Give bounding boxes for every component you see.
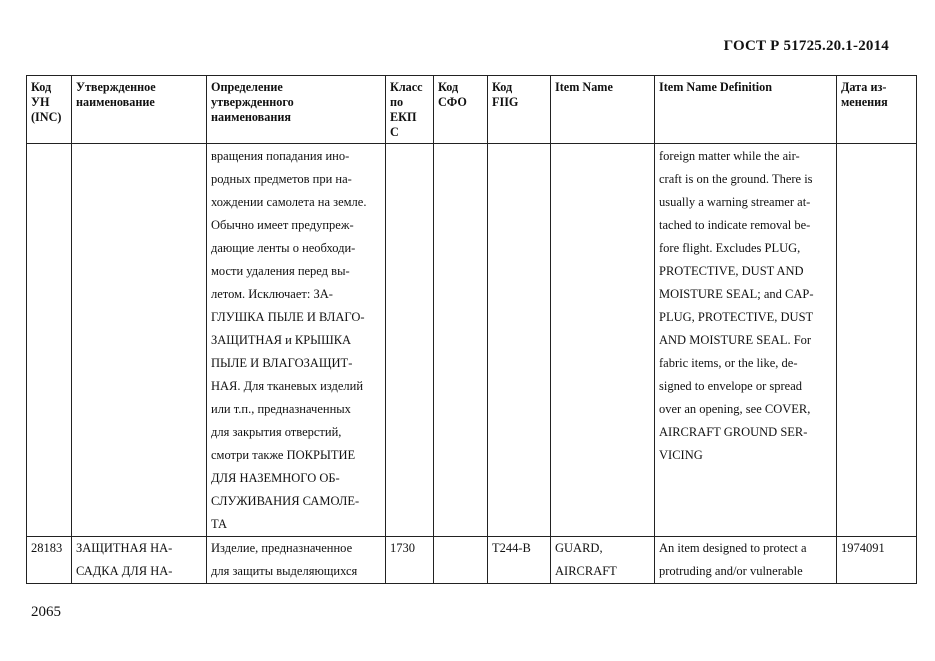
- table-row: [27, 537, 917, 584]
- col-header-approved-name: Утвержденное наименование: [72, 76, 207, 144]
- cell-sfo-code: [434, 537, 488, 584]
- cell-ecs-class: 1730: [386, 537, 434, 584]
- cell-sfo-code: [434, 144, 488, 537]
- cell-inc: 28183: [27, 537, 72, 584]
- table-row: [27, 144, 917, 537]
- classifier-table: [26, 75, 917, 584]
- col-header-item-name: Item Name: [551, 76, 655, 144]
- cell-change-date: 1974091: [837, 537, 917, 584]
- cell-item-name: GUARD, AIRCRAFT: [551, 537, 655, 584]
- document-code: ГОСТ Р 51725.20.1-2014: [723, 38, 889, 54]
- cell-approved-name: [72, 144, 207, 537]
- cell-definition-en: An item designed to protect a protruding and/or vulnerable: [655, 537, 837, 584]
- cell-fiig-code: T244-B: [488, 537, 551, 584]
- table-header-row: [27, 76, 917, 144]
- col-header-definition-en: Item Name Definition: [655, 76, 837, 144]
- col-header-fiig-code: Код FIIG: [488, 76, 551, 144]
- cell-ecs-class: [386, 144, 434, 537]
- cell-definition-ru: вращения попадания ино- родных предметов при на- хождении самолета на земле. Обычно имеет предупреж- дающие ленты о необходи- мости удаления перед вы- летом. Исключает: ЗА- ГЛУШКА ПЫЛЕ И ВЛАГО- ЗАЩИТНАЯ и КРЫШКА ПЫЛЕ И ВЛАГОЗАЩИТ- НАЯ. Для тканевых изделий или т.п., предназначенных для закрытия отверстий, смотри также ПОКРЫТИЕ ДЛЯ НАЗЕМНОГО ОБ- СЛУЖИВАНИЯ САМОЛЕ- ТА: [207, 144, 386, 537]
- col-header-inc: Код УН (INC): [27, 76, 72, 144]
- cell-definition-en: foreign matter while the air- craft is on the ground. There is usually a warning streamer at- tached to indicate removal be- fore flight. Excludes PLUG, PROTECTIVE, DUST AND MOISTURE SEAL; and CAP- PLUG, PROTECTIVE, DUST AND MOISTURE SEAL. For fabric items, or the like, de- signed to envelope or spread over an opening, see COVER, AIRCRAFT GROUND SER- VICING: [655, 144, 837, 537]
- cell-change-date: [837, 144, 917, 537]
- col-header-ecs-class: Класс по ЕКП С: [386, 76, 434, 144]
- cell-approved-name: ЗАЩИТНАЯ НА- САДКА ДЛЯ НА-: [72, 537, 207, 584]
- col-header-definition-ru: Определение утвержденного наименования: [207, 76, 386, 144]
- page-number: 2065: [31, 604, 61, 620]
- cell-inc: [27, 144, 72, 537]
- cell-fiig-code: [488, 144, 551, 537]
- col-header-change-date: Дата из- менения: [837, 76, 917, 144]
- cell-definition-ru: Изделие, предназначенное для защиты выделяющихся: [207, 537, 386, 584]
- col-header-sfo-code: Код СФО: [434, 76, 488, 144]
- cell-item-name: [551, 144, 655, 537]
